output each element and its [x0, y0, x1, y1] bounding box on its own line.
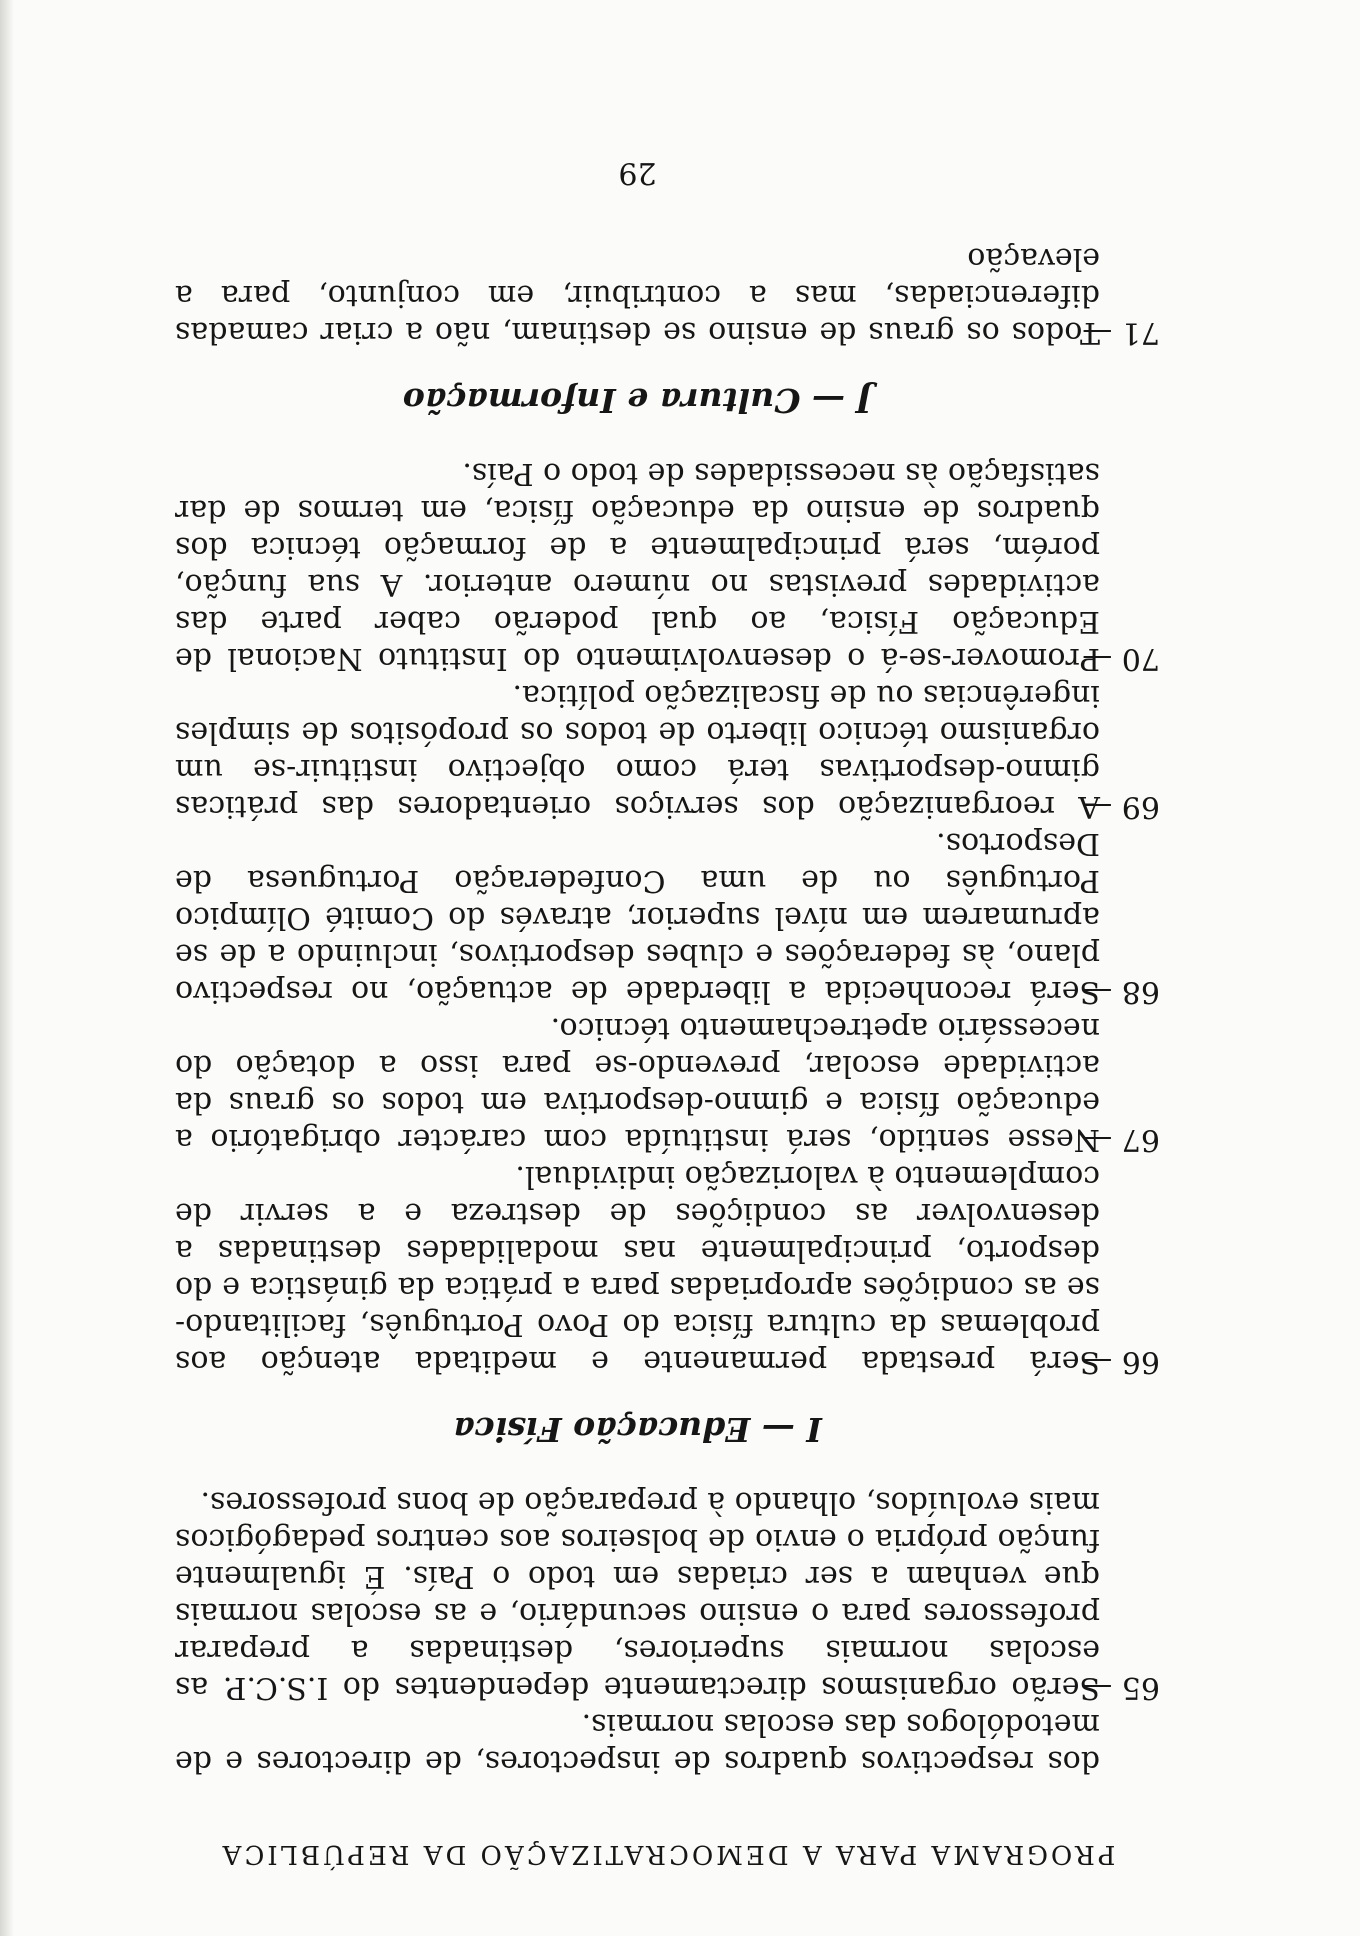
- paragraph-continuation: dos respectivos quadros de inspectores, de directores e de metodólogos das escolas normais.: [175, 1707, 1100, 1779]
- paragraph-number: 71 —: [1082, 315, 1160, 350]
- paragraph-number: 65 —: [1082, 1670, 1160, 1705]
- running-head: PROGRAMA PARA A DEMOCRATIZAÇÃO DA REPÚBLICA: [219, 1839, 1116, 1869]
- paragraph-66: [175, 1158, 1160, 1380]
- paragraph-67: [175, 1010, 1160, 1158]
- paragraph-number: 69 —: [1082, 789, 1160, 824]
- section-heading-educacao-fisica: I — Educação Física: [453, 1410, 822, 1449]
- paragraph-number: 67 —: [1082, 1122, 1160, 1157]
- paragraph-71: [175, 240, 1160, 351]
- page-edge-shadow: [0, 0, 14, 1936]
- paragraph-text: Todos os graus de ensino se destinam, não a criar camadas diferenciadas, mas a contribuir, em conjunto, para a elevação: [175, 241, 1100, 350]
- paragraph-number: 68 —: [1082, 974, 1160, 1009]
- paragraph-text: A reorganização dos serviços orientadores das práticas gimno-desportivas terá como objectivo instituir-se um organismo técnico liberto de todos os propósitos de simples ingerências ou de fiscalização política.: [175, 678, 1100, 824]
- text-column: [175, 154, 1160, 1870]
- paragraph-text: Será reconhecida a liberdade de actuação, no respectivo plano, às federações e clubes desportivos, incluindo a de se aprumarem em nível superior, através do Comité Olímpico Português ou de uma Confederação Portuguesa de Desportos.: [175, 826, 1100, 1009]
- paragraph-text: Serão organismos directamente dependentes do I.S.C.P. as escolas normais superiores, destinadas a preparar professores para o ensino secundário, e as escolas normais que venham a ser criadas em todo o País. É igualmente função própria o envio de bolseiros aos centros pedagógicos mais evoluídos, olhando à preparação de bons professores.: [175, 1485, 1100, 1705]
- paragraph-number: 70 —: [1082, 641, 1160, 676]
- section-heading-cultura-informacao: J — Cultura e Informação: [402, 381, 873, 420]
- paragraph-text: Promover-se-á o desenvolvimento do Instituto Nacional de Educação Física, ao qual poderão caber parte das actividades previstas no número anterior. A sua função, porém, será principalmente a de formação técnica dos quadros de ensino da educação física, em termos de dar satisfação às necessidades de todo o País.: [175, 456, 1100, 676]
- paragraph-68: [175, 825, 1160, 1010]
- paragraph-65: [175, 1484, 1160, 1706]
- page-number: 29: [618, 155, 657, 190]
- paragraph-70: [175, 455, 1160, 677]
- paragraph-number: 66 —: [1082, 1344, 1160, 1379]
- paragraph-text: Será prestada permanente e meditada atenção aos problemas da cultura física do Povo Português, facilitando-se as condições apropriadas para a prática da ginástica e do desporto, principalmente nas modalidades destinadas a desenvolver as condições de destreza e a servir de complemento à valorização individual.: [175, 1159, 1100, 1379]
- paragraph-text: Nesse sentido, será instituída com carácter obrigatório a educação física e gimno-desportiva em todos os graus da actividade escolar, prevendo-se para isso a dotação do necessário apetrechamento técnico.: [175, 1011, 1100, 1157]
- paragraph-69: [175, 677, 1160, 825]
